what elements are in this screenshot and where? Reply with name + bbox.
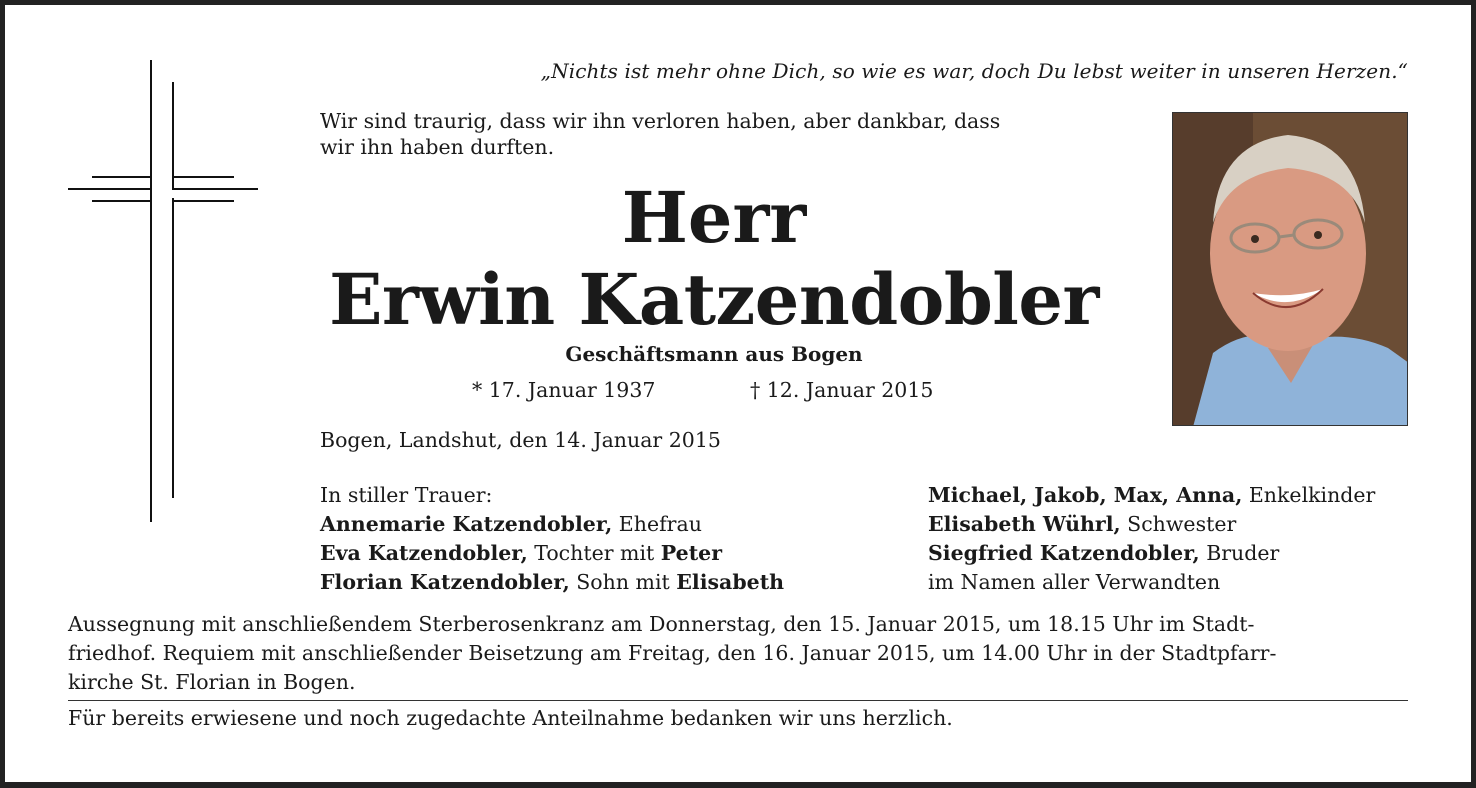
intro-line: Wir sind traurig, dass wir ihn verloren haben, aber dankbar, dass xyxy=(320,109,1001,133)
birth-date: * 17. Januar 1937 xyxy=(472,378,656,402)
mourner-line: Annemarie Katzendobler, Ehefrau xyxy=(320,512,702,536)
mourners-left xyxy=(320,481,784,597)
portrait-photo xyxy=(1172,112,1408,426)
funeral-line: Aussegnung mit anschließendem Sterberosenkranz am Donnerstag, den 15. Januar 2015, um 18.15 Uhr im Stadt- xyxy=(68,612,1255,636)
intro-text xyxy=(320,108,1120,160)
mourners-right xyxy=(928,481,1375,597)
mourner-line: Elisabeth Wührl, Schwester xyxy=(928,512,1237,536)
intro-line: wir ihn haben durften. xyxy=(320,135,555,159)
divider xyxy=(68,700,1408,701)
place-date: Bogen, Landshut, den 14. Januar 2015 xyxy=(320,428,721,452)
mourner-line: In stiller Trauer: xyxy=(320,483,493,507)
mourner-line: Eva Katzendobler, Tochter mit Peter xyxy=(320,541,723,565)
deceased-name: Erwin Katzendobler xyxy=(329,258,1099,341)
quote: „Nichts ist mehr ohne Dich, so wie es war, doch Du lebst weiter in unseren Herzen.“ xyxy=(540,59,1408,83)
death-date: † 12. Januar 2015 xyxy=(750,378,934,402)
occupation: Geschäftsmann aus Bogen xyxy=(565,342,863,366)
salutation: Herr xyxy=(621,176,807,259)
thanks-text: Für bereits erwiesene und noch zugedachte Anteilnahme bedanken wir uns herzlich. xyxy=(68,706,953,730)
funeral-line: kirche St. Florian in Bogen. xyxy=(68,670,356,694)
mourner-line: Michael, Jakob, Max, Anna, Enkelkinder xyxy=(928,483,1376,507)
funeral-line: friedhof. Requiem mit anschließender Beisetzung am Freitag, den 16. Januar 2015, um 14.00 Uhr in der Stadtpfarr- xyxy=(68,641,1277,665)
funeral-notice xyxy=(68,610,1408,697)
mourner-line: im Namen aller Verwandten xyxy=(928,570,1221,594)
mourner-line: Florian Katzendobler, Sohn mit Elisabeth xyxy=(320,570,785,594)
mourner-line: Siegfried Katzendobler, Bruder xyxy=(928,541,1280,565)
cross-icon xyxy=(68,60,258,522)
